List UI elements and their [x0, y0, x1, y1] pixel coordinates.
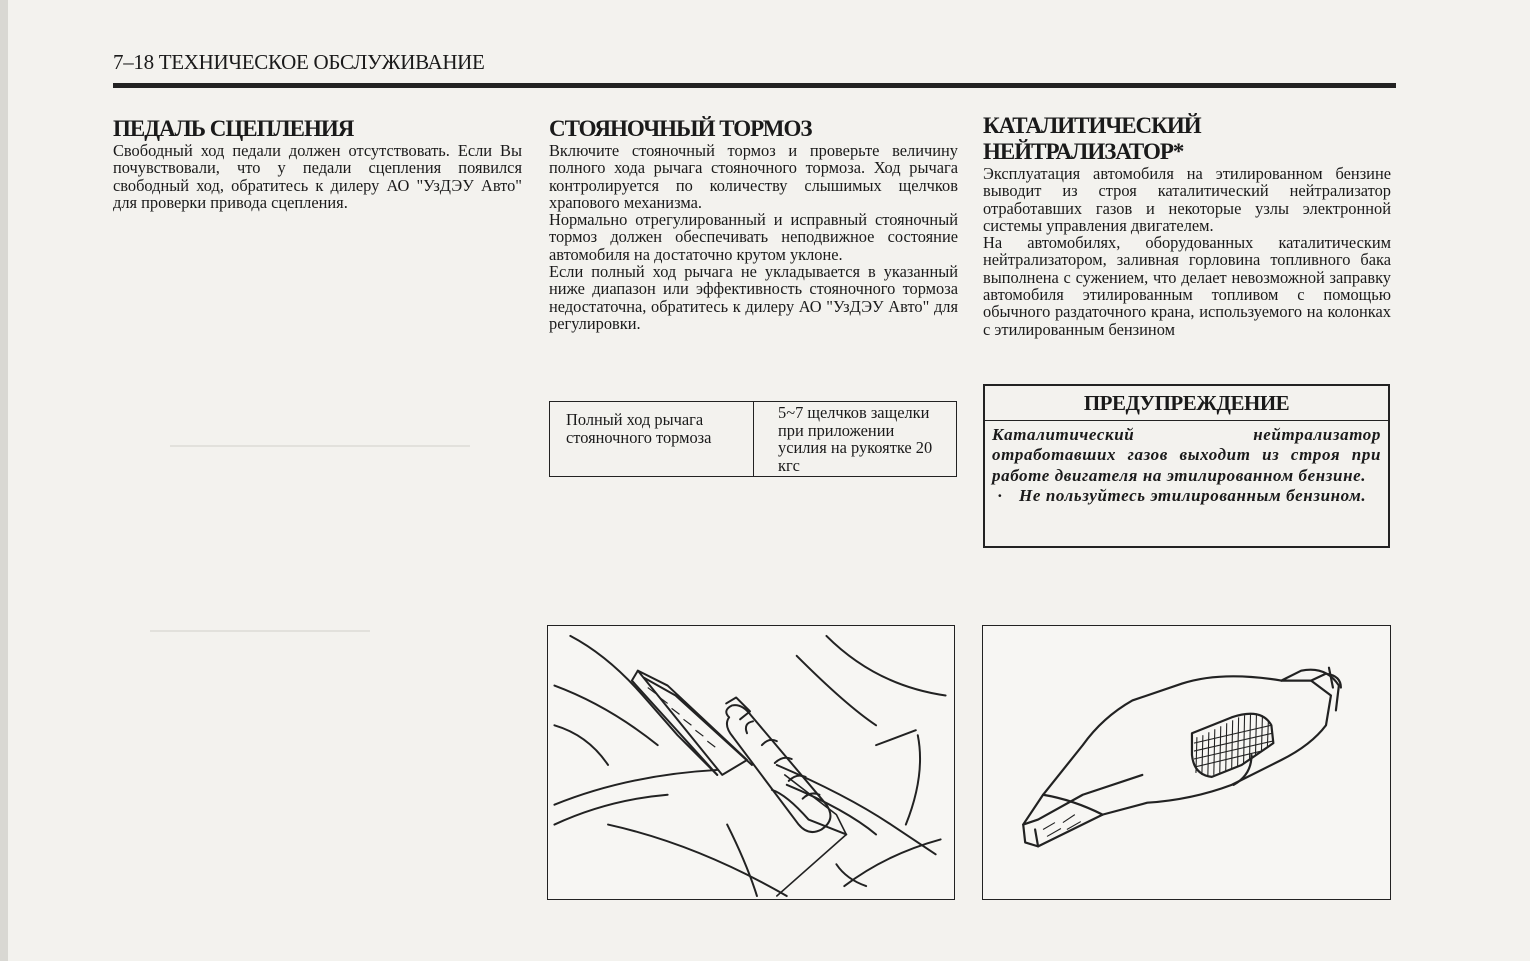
parking-brake-lever-illustration	[548, 626, 954, 899]
page-header: 7–18 ТЕХНИЧЕСКОЕ ОБСЛУЖИВАНИЕ	[113, 50, 485, 74]
warning-bullet	[992, 486, 1381, 506]
catalytic-converter-figure	[982, 625, 1391, 900]
parking-brake-figure	[547, 625, 955, 900]
parking-brake-paragraph: Включите стояночный тормоз и проверьте величину полного хода рычага стояночного тормоза. Ход рычага контролируется по количеству слышимых щелчков храпового механизма.	[549, 141, 958, 212]
bullet-mark: ·	[997, 485, 1004, 505]
warning-bullet-text: Не пользуйтесь этилированным бензином.	[1019, 485, 1367, 505]
catalyst-title-line2: НЕЙТРАЛИЗАТОР*	[983, 139, 1184, 164]
warning-text: Каталитический нейтрализатор отработавших газов выходит из строя при работе двигателя на этилированном бензине.	[992, 425, 1381, 485]
catalyst-section	[983, 113, 1391, 338]
parking-brake-spec-table	[549, 401, 957, 477]
catalyst-title-line1: КАТАЛИТИЧЕСКИЙ	[983, 113, 1201, 138]
bleed-through	[170, 445, 470, 447]
page-edge	[0, 0, 8, 961]
clutch-section	[113, 116, 522, 211]
parking-brake-title: СТОЯНОЧНЫЙ ТОРМОЗ	[549, 116, 812, 141]
warning-box	[983, 384, 1390, 548]
catalyst-paragraph: Эксплуатация автомобиля на этилированном бензине выводит из строя каталитический нейтрализатор отработавших газов и некоторые узлы электронной системы управления двигателем.	[983, 164, 1391, 235]
bleed-through	[150, 630, 370, 632]
catalytic-converter-illustration	[983, 626, 1390, 899]
clutch-title: ПЕДАЛЬ СЦЕПЛЕНИЯ	[113, 116, 354, 141]
warning-body	[985, 421, 1388, 506]
parking-brake-paragraph: Если полный ход рычага не укладывается в указанный ниже диапазон или эффективность стояночного тормоза недостаточна, обратитесь к дилеру АО "УзДЭУ Авто" для регулировки.	[549, 262, 958, 333]
parking-brake-section	[549, 116, 958, 332]
catalyst-paragraph: На автомобилях, оборудованных каталитическим нейтрализатором, заливная горловина топливного бака выполнена с сужением, что делает невозможной заправку автомобиля этилированным топливом с помощью обычного раздаточного крана, используемого на колонках с этилированным бензином	[983, 233, 1391, 339]
warning-title: ПРЕДУПРЕЖДЕНИЕ	[985, 386, 1388, 421]
spec-value: 5~7 щелчков защелки при приложении усилия на рукоятке 20 кгс	[778, 403, 933, 475]
header-rule	[113, 83, 1396, 88]
clutch-body: Свободный ход педали должен отсутствовать. Если Вы почувствовали, что у педали сцепления появился свободный ход, обратитесь к дилеру АО "УзДЭУ Авто" для проверки привода сцепления.	[113, 141, 522, 212]
parking-brake-paragraph: Нормально отрегулированный и исправный стояночный тормоз должен обеспечивать неподвижное состояние автомобиля на достаточно крутом уклоне.	[549, 210, 958, 264]
spec-label: Полный ход рычага стояночного тормоза	[550, 402, 754, 476]
